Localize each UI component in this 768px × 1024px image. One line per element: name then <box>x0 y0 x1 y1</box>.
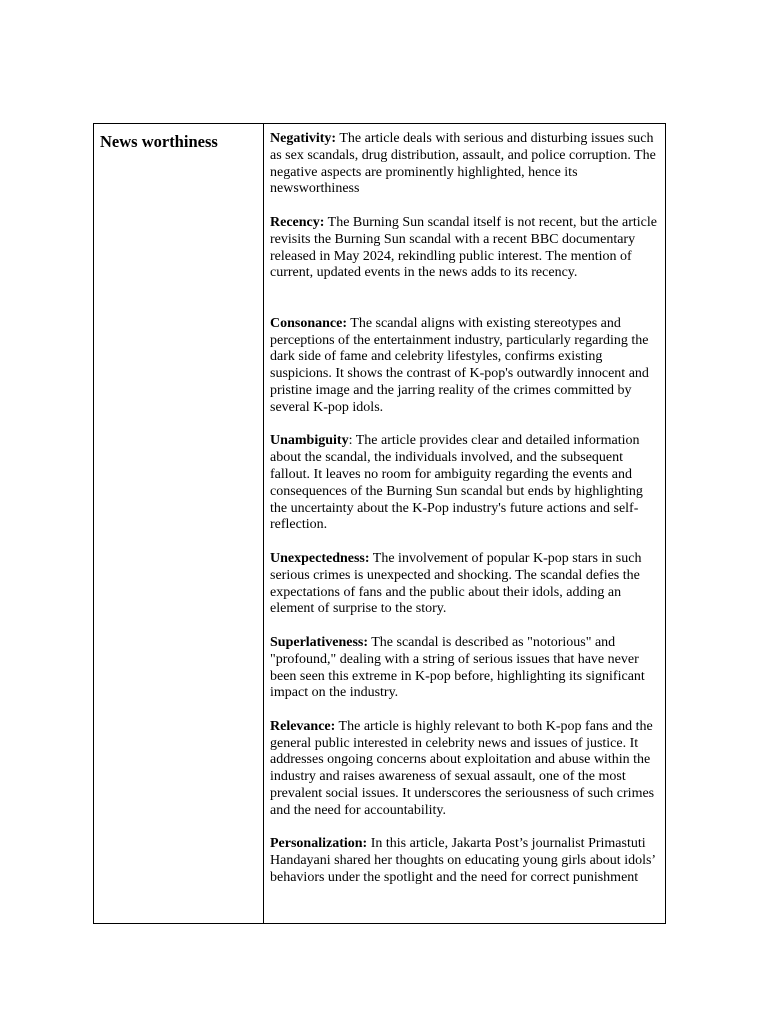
term-label: Relevance: <box>270 718 336 734</box>
term-description: The article deals with serious and disturbing issues such as sex scandals, drug distribution, assault, and police corruption. The negative aspects are prominently highlighted, hence its newsworthiness <box>270 131 656 197</box>
term-label: Recency: <box>270 214 325 230</box>
term-description: : The article provides clear and detailed information about the scandal, the individuals involved, and the subsequent fallout. It leaves no room for ambiguity regarding the events and consequences of the Burning Sun scandal but ends by highlighting the uncertainty about the K-Pop industry's future actions and self-reflection. <box>270 433 643 533</box>
content-cell <box>264 124 665 923</box>
term-label: Superlativeness: <box>270 634 368 650</box>
term-label: Personalization: <box>270 836 368 852</box>
label-cell <box>94 124 264 923</box>
term-label: Unexpectedness: <box>270 550 370 566</box>
term-description: The scandal is described as "notorious" and "profound," dealing with a string of serious issues that have never been seen this extreme in K-pop before, highlighting its significant impact on the industry. <box>270 634 645 701</box>
paragraph-unexpectedness <box>270 551 659 618</box>
paragraph-unambiguity <box>270 433 659 534</box>
term-description: The article is highly relevant to both K-pop fans and the general public interested in celebrity news and issues of justice. It addresses ongoing concerns about exploitation and abuse within the industry and raises awareness of sexual assault, one of the most prevalent social issues. It underscores the seriousness of such crimes and the need for accountability. <box>270 718 655 818</box>
paragraph-personalization <box>270 836 659 886</box>
term-description: The Burning Sun scandal itself is not recent, but the article revisits the Burning Sun scandal with a recent BBC documentary released in May 2024, rekindling public interest. The mention of current, updated events in the news adds to its recency. <box>270 214 657 281</box>
paragraph-recency <box>270 215 659 282</box>
term-description: The involvement of popular K-pop stars in such serious crimes is unexpected and shocking. The scandal defies the expectations of fans and the public about their idols, adding an element of surprise to the story. <box>270 550 642 617</box>
term-description: In this article, Jakarta Post’s journalist Primastuti Handayani shared her thoughts on educating young girls about idols’ behaviors under the spotlight and the need for correct punishment <box>270 836 656 886</box>
section-heading: News worthiness <box>100 132 218 151</box>
term-label: Negativity: <box>270 131 337 146</box>
paragraph-relevance <box>270 719 659 820</box>
newsworthiness-table <box>93 123 666 924</box>
term-description: The scandal aligns with existing stereotypes and perceptions of the entertainment industry, particularly regarding the dark side of fame and celebrity lifestyles, confirms existing suspicions. It shows the contrast of K-pop's outwardly innocent and pristine image and the jarring reality of the crimes committed by several K-pop idols. <box>270 315 649 415</box>
term-label: Unambiguity <box>270 433 349 449</box>
term-label: Consonance: <box>270 315 348 331</box>
paragraph-superlativeness <box>270 635 659 702</box>
paragraph-negativity <box>270 131 659 198</box>
paragraph-consonance <box>270 316 659 417</box>
